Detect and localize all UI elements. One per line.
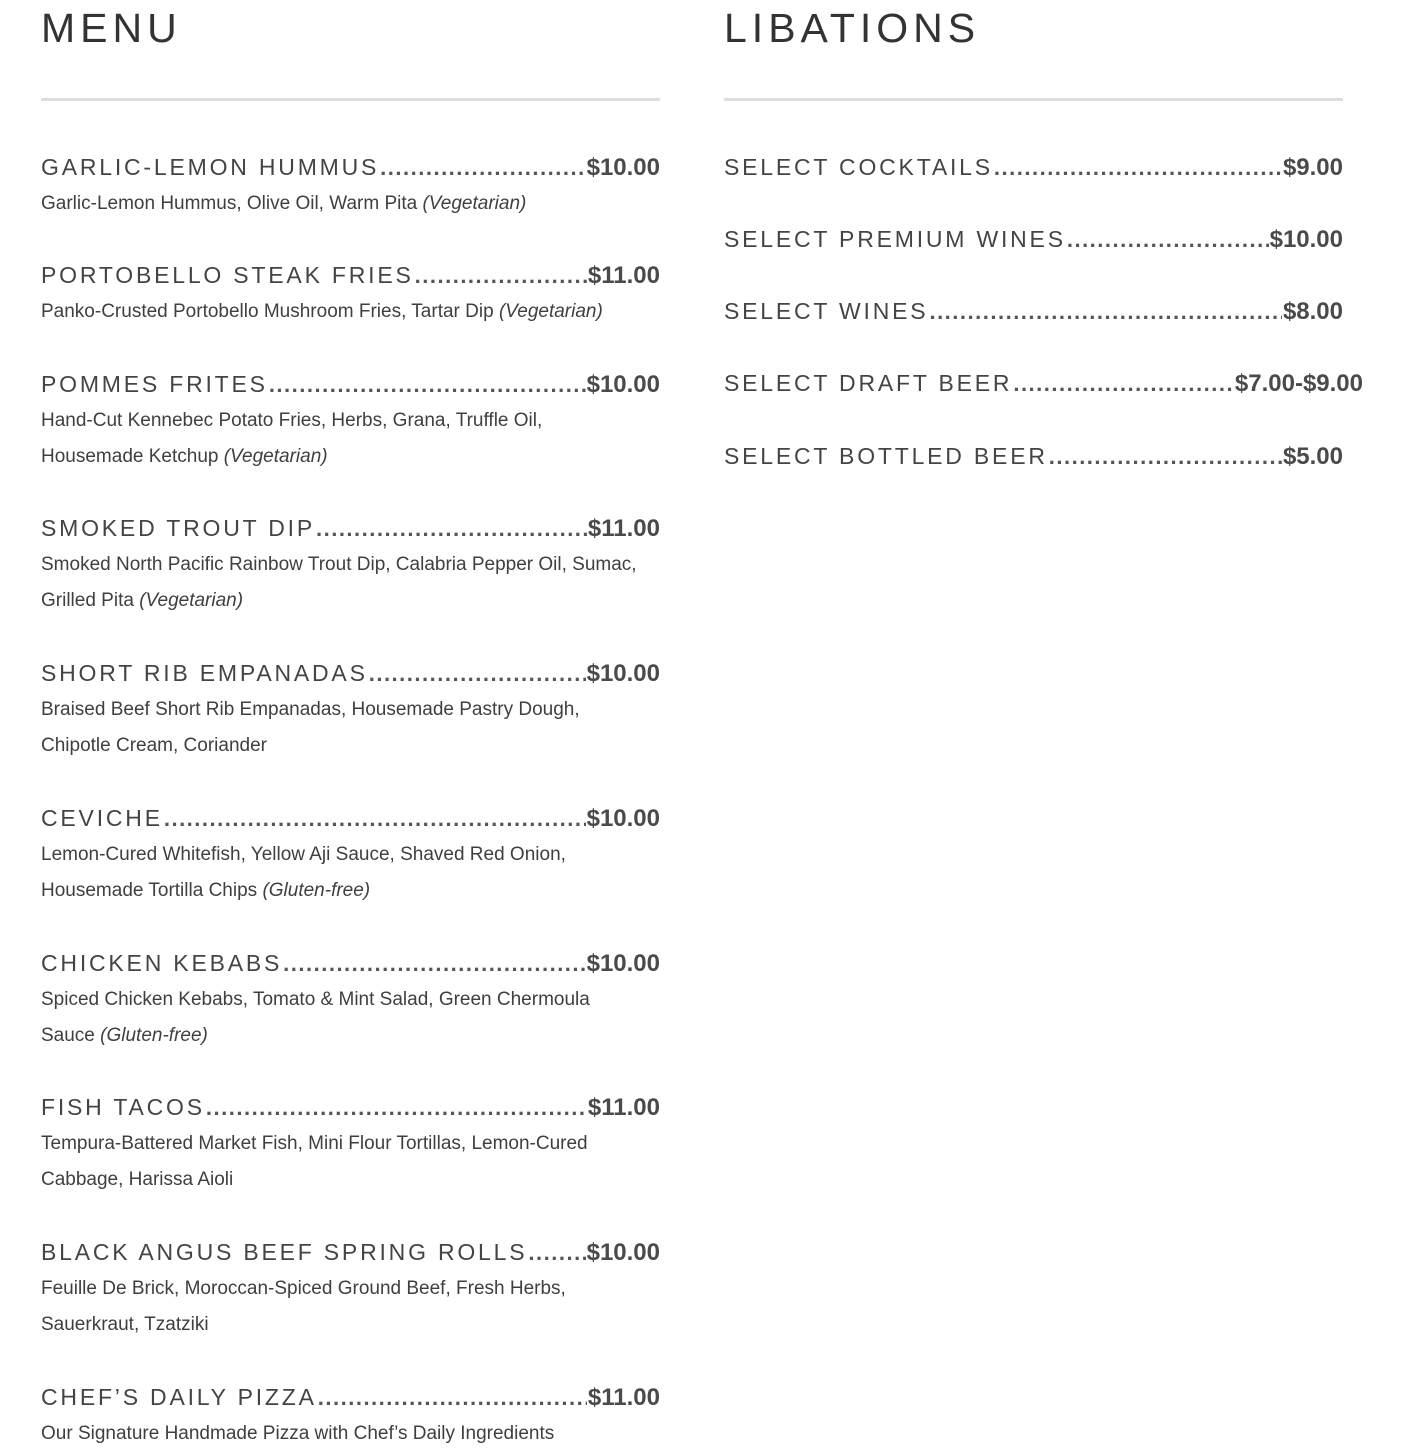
- dot-leader: [316, 512, 587, 546]
- description-text: Feuille De Brick, Moroccan-Spiced Ground Beef, Fresh Herbs, Sauerkraut, Tzatziki: [41, 1278, 566, 1335]
- menu-item-name: PORTOBELLO STEAK FRIES: [41, 262, 414, 288]
- menu-item-description: [41, 837, 641, 909]
- description-text: Tempura-Battered Market Fish, Mini Flour Tortillas, Lemon-Cured Cabbage, Harissa Aioli: [41, 1133, 588, 1190]
- description-text: Smoked North Pacific Rainbow Trout Dip, Calabria Pepper Oil, Sumac, Grilled Pita: [41, 554, 637, 611]
- libations-title: LIBATIONS: [724, 5, 981, 51]
- libation-header: [724, 366, 1363, 400]
- libation-header: [724, 294, 1343, 328]
- menu-item-name: SHORT RIB EMPANADAS: [41, 660, 368, 686]
- menu-item-header: [41, 1380, 660, 1414]
- dietary-tag: (Vegetarian): [498, 301, 603, 322]
- dot-leader: [415, 259, 587, 293]
- menu-item-name: BLACK ANGUS BEEF SPRING ROLLS: [41, 1239, 528, 1265]
- menu-item-smoked-trout-dip: [41, 511, 660, 619]
- menu-item-pommes-frites: [41, 367, 660, 475]
- dot-leader: [528, 1236, 585, 1270]
- menu-item-header: [41, 150, 660, 184]
- menu-item-ceviche: [41, 801, 660, 909]
- menu-item-header: [41, 1235, 660, 1269]
- menu-item-price: $10.00: [586, 371, 660, 398]
- libation-select-cocktails: [724, 150, 1343, 184]
- dot-leader: [283, 947, 585, 981]
- libation-header: [724, 439, 1343, 473]
- menu-item-description: [41, 1126, 641, 1198]
- menu-item-header: [41, 511, 660, 545]
- menu-item-price: $10.00: [586, 660, 660, 687]
- description-text: Panko-Crusted Portobello Mushroom Fries, Tartar Dip: [41, 301, 494, 322]
- menu-item-name: CHEF’S DAILY PIZZA: [41, 1384, 317, 1410]
- menu-item-name: CEVICHE: [41, 805, 163, 831]
- dietary-tag: (Vegetarian): [139, 590, 244, 611]
- menu-item-header: [41, 946, 660, 980]
- libation-select-draft-beer: [724, 366, 1363, 400]
- libation-select-wines: [724, 294, 1343, 328]
- description-text: Our Signature Handmade Pizza with Chef’s Daily Ingredients: [41, 1423, 555, 1444]
- libation-select-premium-wines: [724, 222, 1343, 256]
- dot-leader: [929, 295, 1281, 329]
- menu-item-description: [41, 982, 641, 1054]
- menu-item-description: [41, 692, 641, 764]
- libation-price: $8.00: [1282, 298, 1343, 325]
- menu-item-price: $10.00: [586, 1239, 660, 1266]
- menu-item-name: GARLIC-LEMON HUMMUS: [41, 154, 380, 180]
- menu-item-description: [41, 403, 641, 475]
- dot-leader: [380, 151, 585, 185]
- dot-leader: [1049, 440, 1282, 474]
- menu-item-black-angus-beef-spring-rolls: [41, 1235, 660, 1343]
- menu-item-header: [41, 367, 660, 401]
- menu-item-price: $11.00: [587, 1384, 660, 1411]
- libation-price: $9.00: [1282, 154, 1343, 181]
- menu-item-name: FISH TACOS: [41, 1094, 205, 1120]
- menu-item-price: $10.00: [586, 950, 660, 977]
- menu-item-chefs-daily-pizza: [41, 1380, 660, 1452]
- dietary-tag: (Vegetarian): [223, 446, 328, 467]
- menu-item-header: [41, 1090, 660, 1124]
- libation-price: $7.00-$9.00: [1234, 370, 1363, 397]
- menu-item-description: [41, 294, 641, 330]
- menu-item-header: [41, 258, 660, 292]
- description-text: Lemon-Cured Whitefish, Yellow Aji Sauce, Shaved Red Onion, Housemade Tortilla Chips: [41, 844, 566, 901]
- dot-leader: [994, 151, 1282, 185]
- menu-item-short-rib-empanadas: [41, 656, 660, 764]
- dot-leader: [1067, 223, 1269, 257]
- menu-item-description: [41, 186, 641, 222]
- menu-item-price: $10.00: [586, 805, 660, 832]
- menu-item-name: POMMES FRITES: [41, 371, 268, 397]
- libation-price: $10.00: [1269, 226, 1343, 253]
- menu-item-description: [41, 1271, 641, 1343]
- description-text: Spiced Chicken Kebabs, Tomato & Mint Salad, Green Chermoula Sauce: [41, 989, 590, 1046]
- menu-item-price: $11.00: [587, 515, 660, 542]
- dot-leader: [369, 657, 586, 691]
- libation-select-bottled-beer: [724, 439, 1343, 473]
- dietary-tag: (Gluten-free): [100, 1025, 208, 1046]
- menu-title: MENU: [41, 5, 182, 51]
- dot-leader: [1013, 367, 1234, 401]
- libation-name: SELECT WINES: [724, 298, 929, 324]
- libation-header: [724, 150, 1343, 184]
- libation-name: SELECT COCKTAILS: [724, 154, 993, 180]
- menu-item-name: CHICKEN KEBABS: [41, 950, 283, 976]
- menu-section: [41, 0, 660, 1444]
- menu-item-name: SMOKED TROUT DIP: [41, 515, 315, 541]
- menu-item-price: $11.00: [587, 262, 660, 289]
- menu-item-portobello-steak-fries: [41, 258, 660, 330]
- dot-leader: [318, 1381, 587, 1415]
- menu-item-header: [41, 656, 660, 690]
- libations-section: [724, 0, 1363, 470]
- menu-item-garlic-lemon-hummus: [41, 150, 660, 222]
- dietary-tag: (Gluten-free): [262, 880, 371, 901]
- dot-leader: [164, 802, 586, 836]
- libation-price: $5.00: [1282, 443, 1343, 470]
- description-text: Braised Beef Short Rib Empanadas, Housemade Pastry Dough, Chipotle Cream, Coriander: [41, 699, 580, 756]
- menu-item-description: [41, 1416, 641, 1452]
- libation-header: [724, 222, 1343, 256]
- menu-item-header: [41, 801, 660, 835]
- menu-divider: [41, 98, 660, 101]
- menu-item-price: $10.00: [586, 154, 660, 181]
- dot-leader: [269, 368, 586, 402]
- libation-name: SELECT PREMIUM WINES: [724, 226, 1066, 252]
- dot-leader: [206, 1091, 587, 1125]
- description-text: Hand-Cut Kennebec Potato Fries, Herbs, Grana, Truffle Oil, Housemade Ketchup: [41, 410, 543, 467]
- menu-item-chicken-kebabs: [41, 946, 660, 1054]
- libation-name: SELECT DRAFT BEER: [724, 370, 1013, 396]
- libations-divider: [724, 98, 1343, 101]
- menu-item-description: [41, 547, 641, 619]
- menu-item-fish-tacos: [41, 1090, 660, 1198]
- description-text: Garlic-Lemon Hummus, Olive Oil, Warm Pita: [41, 193, 418, 214]
- libation-name: SELECT BOTTLED BEER: [724, 443, 1048, 469]
- dietary-tag: (Vegetarian): [422, 193, 527, 214]
- menu-item-price: $11.00: [587, 1094, 660, 1121]
